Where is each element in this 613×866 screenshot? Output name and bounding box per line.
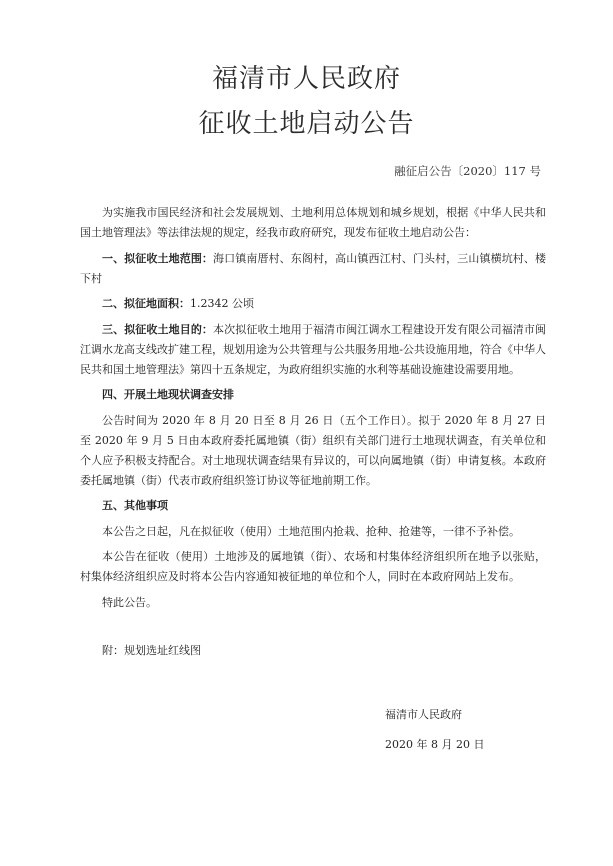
intro-paragraph: 为实施我市国民经济和社会发展规划、土地利用总体规划和城乡规划，根据《中华人民共和国土地管理法》等法律法规的规定，经我市政府研究，现发布征收土地启动公告： (80, 206, 546, 239)
section-4-heading: 四、开展土地现状调查安排 (102, 388, 234, 401)
section-4-text: 公告时间为 2020 年 8 月 20 日至 8 月 26 日（五个工作日）。拟于 2020 年 8 月 27 日至 2020 年 9 月 5 日由本政府委托属地镇（街）组织有关部门进行土地现状调查，有关单位和个人应予积极支持配合。对土地现状调查结果有异议的，可以向属地镇（街）申请复核。本政府委托属地镇（街）代表市政府组织签订协议等征地前期工作。 (80, 413, 546, 487)
section-5-text-1: 本公告之日起，凡在拟征收（使用）土地范围内抢栽、抢种、抢建等，一律不予补偿。 (102, 524, 520, 538)
section-2 (80, 294, 546, 314)
section-5-heading: 五、其他事项 (102, 499, 168, 512)
document-number: 融征启公告〔2020〕117 号 (394, 164, 541, 178)
section-3-text: 本次拟征收土地用于福清市闽江调水工程建设开发有限公司福清市闽江调水龙高支线改扩建工程，规划用途为公共管理与公共服务用地-公共设施用地，符合《中华人民共和国土地管理法》第四十五条规定，为政府组织实施的水利等基础设施建设需要用地。 (80, 322, 547, 376)
title-line2: 征收土地启动公告 (198, 109, 415, 139)
section-1-heading: 一、拟征收土地范围： (102, 251, 214, 265)
document-body (80, 203, 546, 666)
section-1 (80, 249, 546, 289)
section-3-heading: 三、拟征收土地目的： (102, 322, 214, 336)
closing-line: 特此公告。 (102, 595, 157, 609)
section-5-text-2: 本公告在征收（使用）土地涉及的属地镇（街）、农场和村集体经济组织所在地予以张贴，村集体经济组织应及时将本公告内容通知被征地的单位和个人，同时在本政府网站上发布。 (80, 550, 546, 583)
section-2-text: 1.2342 公顷 (190, 297, 254, 310)
signing-date: 2020 年 8 月 20 日 (385, 738, 485, 751)
signer: 福清市人民政府 (385, 708, 462, 721)
attachment-note: 附：规划选址红线图 (102, 643, 201, 657)
section-3 (80, 320, 546, 380)
section-1-text: 海口镇南厝村、东阁村，高山镇西江村、门头村，三山镇横坑村、楼下村 (80, 251, 547, 285)
section-2-heading: 二、拟征地面积： (102, 297, 190, 310)
title-line1: 福清市人民政府 (211, 64, 401, 94)
